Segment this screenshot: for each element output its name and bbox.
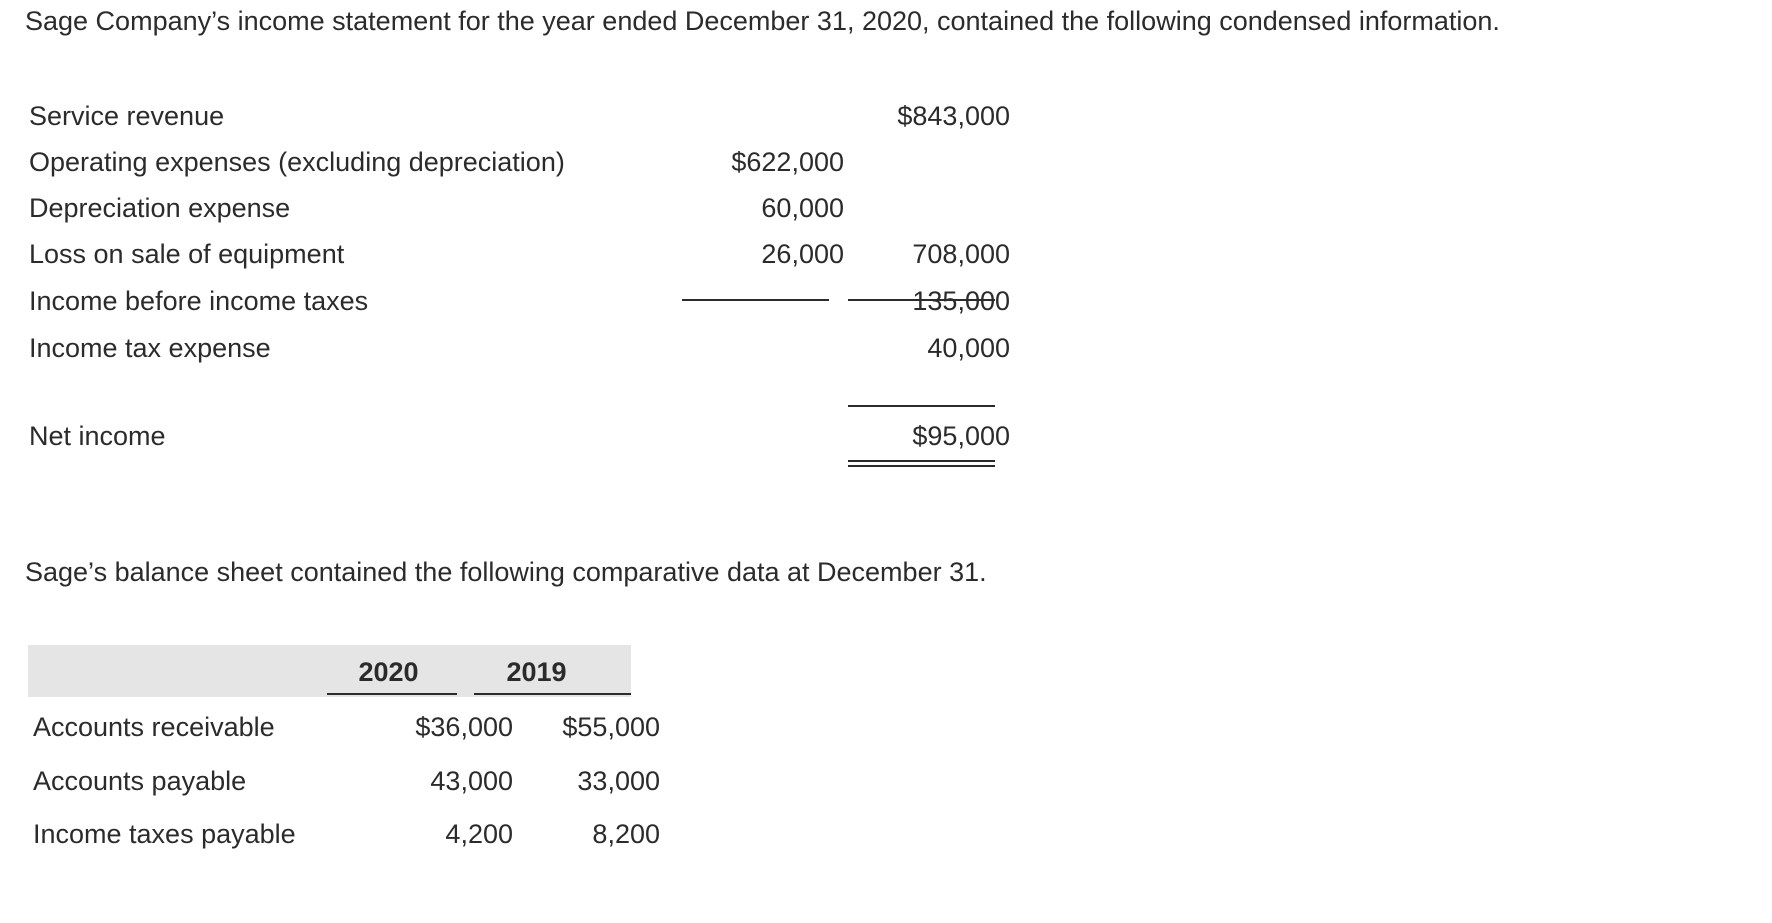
is-label: Income before income taxes [29,286,369,316]
is-amount-outer: 135,000 [912,286,1010,316]
is-row-depreciation-expense [29,193,1029,233]
is-label: Loss on sale of equipment [29,239,345,269]
year-2019-underline [474,693,631,695]
income-statement-intro: Sage Company’s income statement for the year ended December 31, 2020, contained the following condensed information. [25,6,1500,36]
bs-value-2019: $55,000 [562,712,660,742]
is-amount-outer: $95,000 [912,421,1010,451]
bs-label: Income taxes payable [33,819,296,849]
is-row-service-revenue [29,101,1029,141]
is-label: Operating expenses (excluding depreciation) [29,147,565,177]
is-row-loss-on-sale [29,239,1029,279]
bs-row-accounts-receivable [33,712,660,752]
total-rule [848,405,995,407]
is-amount-outer: 708,000 [912,239,1010,269]
year-2019-header: 2019 [506,657,567,687]
bs-label: Accounts receivable [33,712,275,742]
bs-value-2020: 4,200 [445,819,513,849]
is-amount-inner: 60,000 [761,193,844,223]
is-row-income-before-taxes [29,286,1029,326]
bs-value-2019: 33,000 [577,766,660,796]
bs-value-2019: 8,200 [592,819,660,849]
is-amount-outer: 40,000 [927,333,1010,363]
bs-value-2020: 43,000 [430,766,513,796]
bs-label: Accounts payable [33,766,247,796]
is-label: Depreciation expense [29,193,291,223]
balance-sheet-header [28,645,631,697]
is-label: Service revenue [29,101,225,131]
bs-row-accounts-payable [33,766,660,806]
is-amount-inner: 26,000 [761,239,844,269]
is-label: Income tax expense [29,333,271,363]
year-2020-underline [327,693,457,695]
balance-sheet-intro: Sage’s balance sheet contained the following comparative data at December 31. [25,557,987,587]
net-income-double-rule [848,460,995,467]
is-row-net-income [29,421,1029,461]
is-amount-inner: $622,000 [731,147,844,177]
bs-value-2020: $36,000 [415,712,513,742]
is-amount-outer: $843,000 [897,101,1010,131]
is-row-operating-expenses [29,147,1029,187]
year-2020-header: 2020 [358,657,419,687]
is-row-income-tax-expense [29,333,1029,373]
bs-row-income-taxes-payable [33,819,660,859]
is-label: Net income [29,421,166,451]
